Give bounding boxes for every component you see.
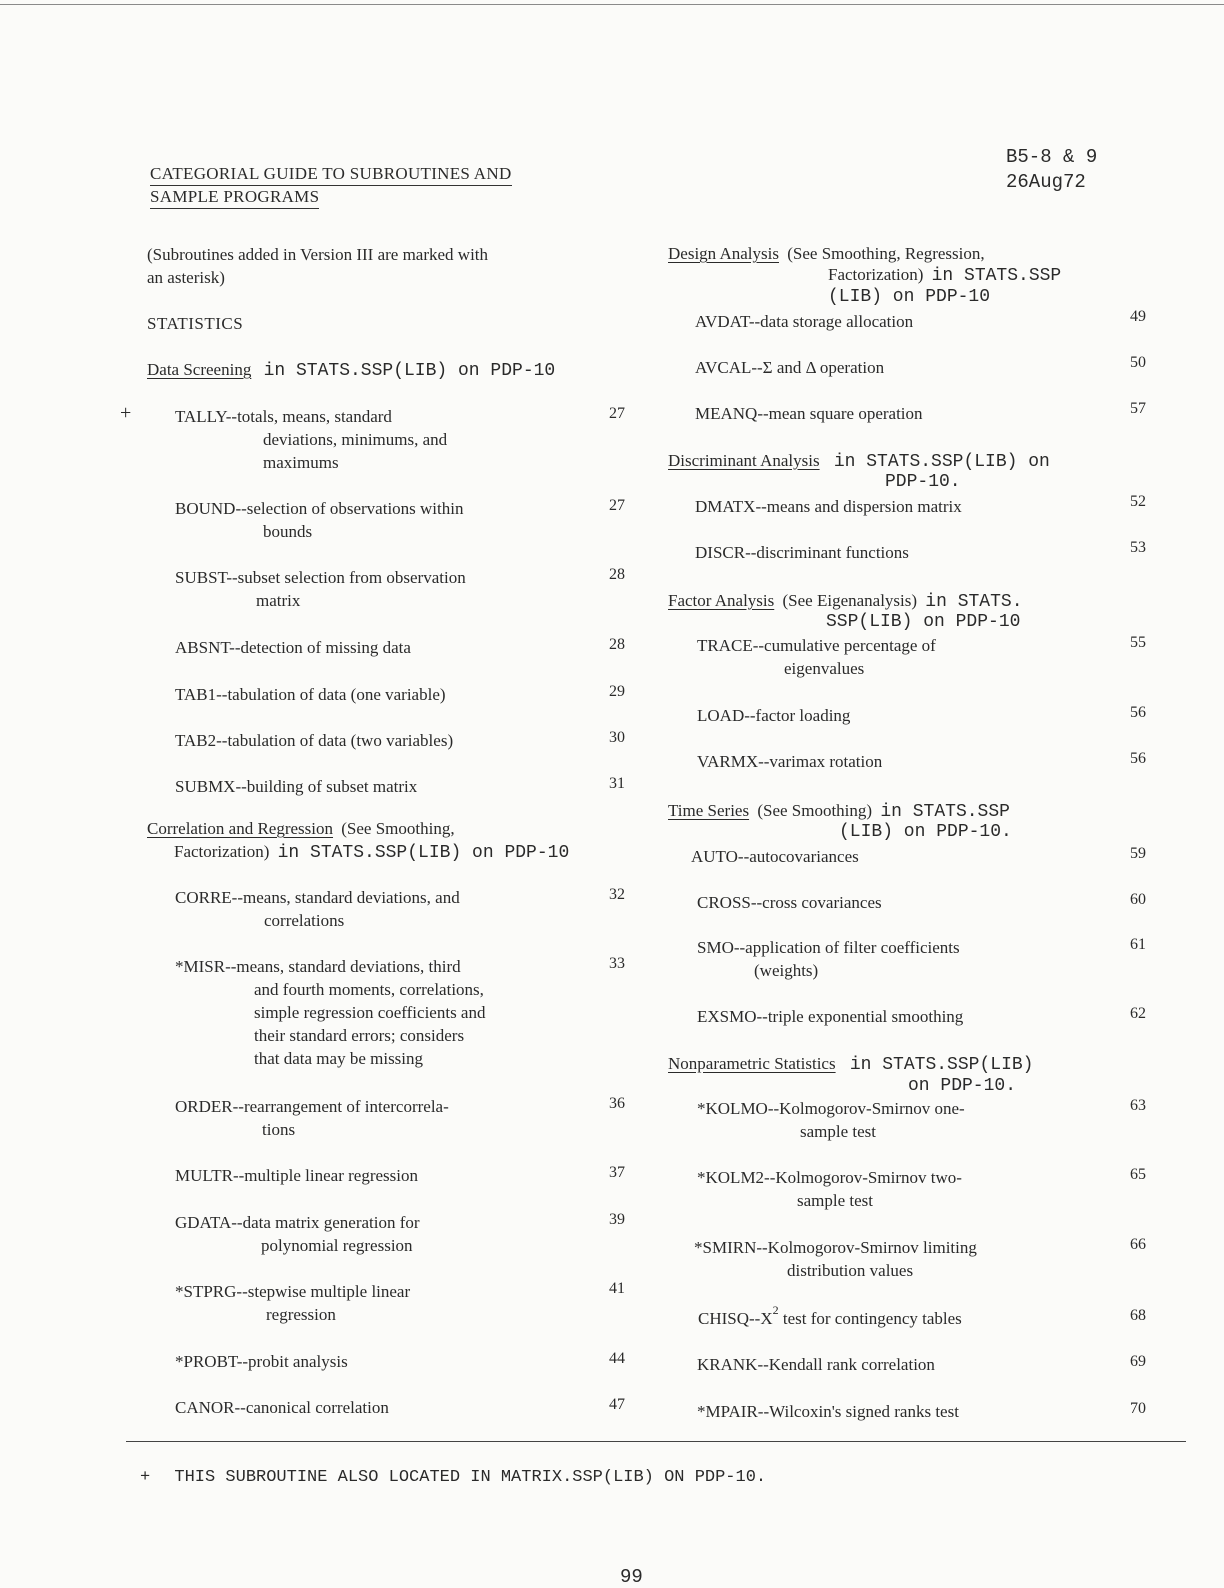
- entry-line: *MPAIR--Wilcoxin's signed ranks test: [697, 1402, 959, 1421]
- page-ref: 29: [609, 683, 625, 700]
- entry-line: AUTO--autocovariances: [691, 847, 859, 866]
- category-nonparametric-statistics: [668, 1052, 1033, 1077]
- entry-line: distribution values: [787, 1261, 914, 1280]
- category-location-cont: SSP(LIB) on PDP-10: [826, 612, 1021, 632]
- category-data-screening: [147, 358, 555, 383]
- page-ref: 27: [609, 497, 625, 514]
- page-ref: 69: [1130, 1353, 1146, 1370]
- page-ref: 49: [1130, 308, 1146, 325]
- title-line-1: CATEGORIAL GUIDE TO SUBROUTINES AND: [150, 163, 512, 186]
- page-ref: 59: [1130, 845, 1146, 862]
- footnote: [140, 1468, 766, 1487]
- entry-line: correlations: [264, 911, 345, 930]
- superscript: 2: [772, 1303, 779, 1317]
- title-line-2: SAMPLE PROGRAMS: [150, 186, 319, 209]
- category-location-cont: on PDP-10.: [908, 1076, 1017, 1096]
- entry-line: SUBST--subset selection from observation: [175, 568, 466, 587]
- plus-marker: +: [120, 402, 132, 424]
- category-title: Time Series: [668, 801, 750, 820]
- entry-line: and fourth moments, correlations,: [254, 980, 484, 999]
- entry-line: *KOLM2--Kolmogorov-Smirnov two-: [697, 1168, 962, 1187]
- entry-text: test for contingency tables: [778, 1309, 962, 1328]
- page-ref: 56: [1130, 750, 1146, 767]
- entry-line: sample test: [797, 1191, 874, 1210]
- entry-line: DISCR--discriminant functions: [695, 543, 909, 562]
- category-see-also: (See Eigenanalysis): [782, 591, 918, 610]
- page-ref: 27: [609, 405, 625, 422]
- page-ref: 68: [1130, 1307, 1146, 1324]
- page-number: 99: [620, 1566, 643, 1588]
- category-location: in STATS.SSP(LIB): [849, 1055, 1034, 1075]
- entry-line: LOAD--factor loading: [697, 706, 851, 725]
- category-line-2: [828, 263, 1061, 288]
- category-discriminant-analysis: [668, 449, 1050, 474]
- category-title: Factor Analysis: [668, 591, 775, 610]
- footer-rule: [126, 1441, 1186, 1442]
- entry-line: TAB2--tabulation of data (two variables): [175, 731, 454, 750]
- entry-line: TAB1--tabulation of data (one variable): [175, 685, 446, 704]
- page-ref: 55: [1130, 634, 1146, 651]
- category-location-cont: (LIB) on PDP-10.: [839, 822, 1012, 842]
- page-title: [150, 163, 512, 209]
- page-ref: 41: [609, 1280, 625, 1297]
- entry-line: AVDAT--data storage allocation: [695, 312, 914, 331]
- entry-line: TRACE--cumulative percentage of: [697, 636, 936, 655]
- doc-number: B5-8 & 9: [1006, 146, 1098, 168]
- entry-line: *SMIRN--Kolmogorov-Smirnov limiting: [694, 1238, 977, 1257]
- entry-line: sample test: [800, 1122, 877, 1141]
- category-location: in STATS.SSP: [931, 266, 1062, 286]
- footnote-text: THIS SUBROUTINE ALSO LOCATED IN MATRIX.SSP(LIB) ON PDP-10.: [174, 1468, 767, 1487]
- entry-line: [698, 1303, 962, 1332]
- version-note-line-1: (Subroutines added in Version III are marked with: [147, 245, 489, 264]
- category-see-also: (See Smoothing): [757, 801, 873, 820]
- category-title: Nonparametric Statistics: [668, 1054, 836, 1073]
- entry-line: SUBMX--building of subset matrix: [175, 777, 418, 796]
- page-ref: 33: [609, 955, 625, 972]
- entry-line: polynomial regression: [261, 1236, 413, 1255]
- category-see-also: (See Smoothing, Regression,: [787, 244, 985, 263]
- entry-line: *KOLMO--Kolmogorov-Smirnov one-: [697, 1099, 965, 1118]
- category-see-also: (See Smoothing,: [341, 819, 455, 838]
- page-ref: 31: [609, 775, 625, 792]
- category-design-analysis: [668, 242, 985, 265]
- page-ref: 70: [1130, 1400, 1146, 1417]
- page-ref: 53: [1130, 539, 1146, 556]
- page-ref: 39: [609, 1211, 625, 1228]
- page-ref: 30: [609, 729, 625, 746]
- entry-line: tions: [262, 1120, 296, 1139]
- page-ref: 62: [1130, 1005, 1146, 1022]
- version-note-line-2: an asterisk): [147, 268, 225, 287]
- entry-line: CANOR--canonical correlation: [175, 1398, 389, 1417]
- entry-line: ABSNT--detection of missing data: [175, 638, 411, 657]
- footnote-marker: +: [140, 1468, 151, 1487]
- page-ref: 56: [1130, 704, 1146, 721]
- page-ref: 61: [1130, 936, 1146, 953]
- entry-line: eigenvalues: [784, 659, 865, 678]
- category-see-also-cont: Factorization): [174, 842, 270, 861]
- page-ref: 37: [609, 1164, 625, 1181]
- entry-line: TALLY--totals, means, standard: [175, 407, 392, 426]
- category-location: in STATS.SSP(LIB) on: [833, 452, 1050, 472]
- page-ref: 47: [609, 1396, 625, 1413]
- category-location: in STATS.SSP: [880, 802, 1010, 822]
- entry-line: AVCAL--Σ and Δ operation: [695, 358, 885, 377]
- page-ref: 52: [1130, 493, 1146, 510]
- entry-line: MEANQ--mean square operation: [695, 404, 923, 423]
- entry-line: matrix: [256, 591, 301, 610]
- entry-line: bounds: [263, 522, 313, 541]
- entry-line: VARMX--varimax rotation: [697, 752, 883, 771]
- category-location-cont: PDP-10.: [885, 472, 961, 492]
- doc-date: 26Aug72: [1006, 171, 1086, 193]
- entry-line: *PROBT--probit analysis: [175, 1352, 348, 1371]
- page-ref: 44: [609, 1350, 625, 1367]
- page-ref: 60: [1130, 891, 1146, 908]
- page-ref: 50: [1130, 354, 1146, 371]
- page-ref: 28: [609, 636, 625, 653]
- entry-line: deviations, minimums, and: [263, 430, 448, 449]
- entry-line: regression: [266, 1305, 336, 1324]
- page-ref: 57: [1130, 400, 1146, 417]
- entry-line: MULTR--multiple linear regression: [175, 1166, 418, 1185]
- entry-line: DMATX--means and dispersion matrix: [695, 497, 962, 516]
- page-ref: 63: [1130, 1097, 1146, 1114]
- document-id: [1006, 145, 1097, 195]
- category-location: in STATS.: [925, 592, 1023, 612]
- entry-line: simple regression coefficients and: [254, 1003, 486, 1022]
- page-ref: 36: [609, 1095, 625, 1112]
- entry-line: GDATA--data matrix generation for: [175, 1213, 420, 1232]
- category-location: in STATS.SSP(LIB) on PDP-10: [263, 361, 556, 381]
- entry-text: CHISQ--X: [698, 1309, 773, 1328]
- entry-line: *MISR--means, standard deviations, third: [175, 957, 461, 976]
- entry-line: maximums: [263, 453, 339, 472]
- entry-line: that data may be missing: [254, 1049, 424, 1068]
- page-ref: 28: [609, 566, 625, 583]
- entry-line: *STPRG--stepwise multiple linear: [175, 1282, 411, 1301]
- entry-line: ORDER--rearrangement of intercorrela-: [175, 1097, 449, 1116]
- entry-line: BOUND--selection of observations within: [175, 499, 464, 518]
- category-see-also-cont: Factorization): [828, 265, 924, 284]
- entry-line: CROSS--cross covariances: [697, 893, 882, 912]
- entry-line: EXSMO--triple exponential smoothing: [697, 1007, 964, 1026]
- page-ref: 66: [1130, 1236, 1146, 1253]
- page-ref: 32: [609, 886, 625, 903]
- category-title: Discriminant Analysis: [668, 451, 820, 470]
- category-line-2: [174, 840, 569, 865]
- top-rule: [0, 4, 1224, 5]
- category-location: in STATS.SSP(LIB) on PDP-10: [277, 843, 570, 863]
- entry-line: their standard errors; considers: [254, 1026, 465, 1045]
- page-ref: 65: [1130, 1166, 1146, 1183]
- section-heading-statistics: STATISTICS: [147, 314, 244, 333]
- category-location-cont: (LIB) on PDP-10: [828, 287, 991, 307]
- category-title: Design Analysis: [668, 244, 779, 263]
- entry-line: (weights): [754, 961, 819, 980]
- entry-line: SMO--application of filter coefficients: [697, 938, 960, 957]
- category-title: Data Screening: [147, 360, 252, 379]
- entry-line: CORRE--means, standard deviations, and: [175, 888, 460, 907]
- category-correlation-regression: [147, 817, 455, 840]
- category-title: Correlation and Regression: [147, 819, 334, 838]
- entry-line: KRANK--Kendall rank correlation: [697, 1355, 935, 1374]
